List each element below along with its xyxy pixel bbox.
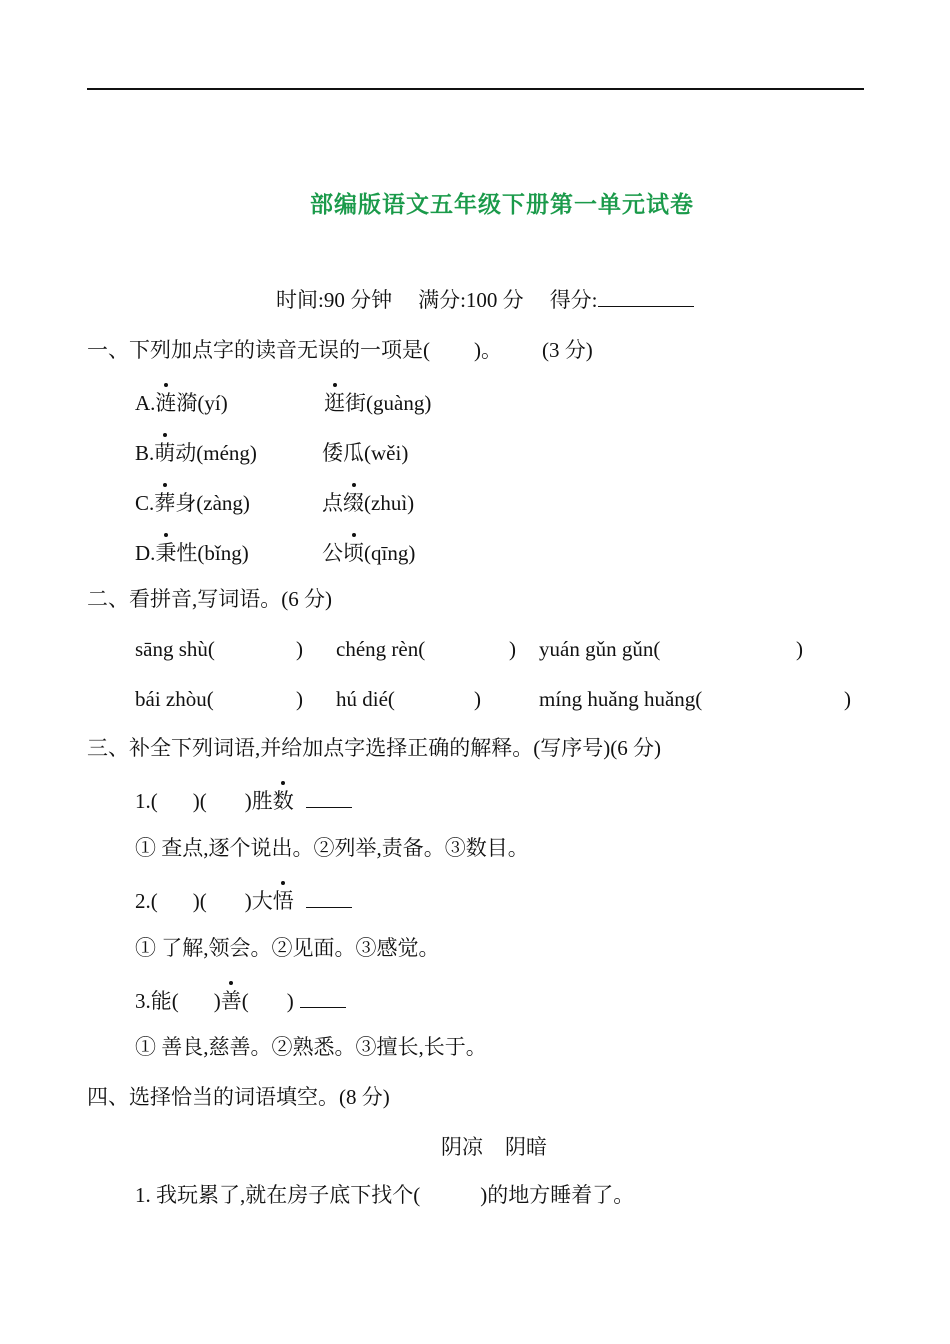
q3-explanation-3: ① 善良,慈善。②熟悉。③擅长,长于。 bbox=[135, 1035, 487, 1059]
page-title: 部编版语文五年级下册第一单元试卷 bbox=[310, 192, 694, 217]
q3-explanation-1: ① 查点,逐个说出。②列举,责备。③数目。 bbox=[135, 836, 529, 860]
q1-heading: 一、下列加点字的读音无误的一项是( )。 (3 分) bbox=[87, 338, 593, 362]
q2-close: ) bbox=[474, 687, 481, 711]
q3-explanation-2: ① 了解,领会。②见面。③感觉。 bbox=[135, 936, 440, 960]
q1-option-c[interactable]: C.葬身(zàng) bbox=[135, 491, 250, 515]
dotted-char: 涟 bbox=[155, 391, 177, 415]
dotted-char: 葬 bbox=[154, 491, 176, 515]
q1-option-b[interactable]: B.萌动(méng) bbox=[135, 441, 257, 465]
dotted-char: 缀 bbox=[343, 491, 364, 515]
q4-word-bank bbox=[441, 1134, 547, 1160]
dotted-char: 逛 bbox=[324, 391, 345, 415]
score-label: 得分: bbox=[549, 288, 598, 312]
q2-close: ) bbox=[844, 687, 851, 711]
score-blank[interactable] bbox=[598, 288, 694, 307]
q2-item[interactable]: yuán gǔn gǔn( bbox=[539, 637, 661, 661]
time-label: 时间:90 分钟 bbox=[276, 288, 393, 312]
q2-close: ) bbox=[296, 687, 303, 711]
q4-sentence-1: 1. 我玩累了,就在房子底下找个( )的地方睡着了。 bbox=[135, 1183, 635, 1207]
answer-blank[interactable] bbox=[306, 789, 352, 808]
q1-option-c-word2: 点缀(zhuì) bbox=[322, 491, 415, 515]
word-option: 阴凉 bbox=[441, 1135, 483, 1159]
q1-option-d-word2: 公顷(qīng) bbox=[322, 541, 416, 565]
exam-info bbox=[276, 287, 694, 313]
q2-item[interactable]: hú dié( bbox=[336, 687, 395, 711]
q1-option-a[interactable]: A.涟漪(yí) bbox=[135, 391, 228, 415]
q3-item-2[interactable]: 2.( )( )大悟 bbox=[135, 888, 352, 914]
q2-item[interactable]: sāng shù( bbox=[135, 637, 215, 661]
q1-option-b-word2: 倭瓜(wěi) bbox=[322, 441, 409, 465]
q2-close: ) bbox=[796, 637, 803, 661]
q2-close: ) bbox=[296, 637, 303, 661]
q2-close: ) bbox=[509, 637, 516, 661]
q1-points: (3 分) bbox=[542, 338, 593, 362]
q3-item-1[interactable]: 1.( )( )胜数 bbox=[135, 788, 352, 814]
q4-heading: 四、选择恰当的词语填空。(8 分) bbox=[87, 1085, 390, 1109]
q2-item[interactable]: bái zhòu( bbox=[135, 687, 214, 711]
dotted-char: 悟 bbox=[272, 889, 294, 913]
q2-item[interactable]: míng huǎng huǎng( bbox=[539, 687, 703, 711]
q1-option-d[interactable]: D.秉性(bǐng) bbox=[135, 541, 249, 565]
dotted-char: 善 bbox=[220, 989, 242, 1013]
word-option: 阴暗 bbox=[505, 1135, 547, 1159]
answer-blank[interactable] bbox=[306, 889, 352, 908]
q3-heading: 三、补全下列词语,并给加点字选择正确的解释。(写序号)(6 分) bbox=[87, 736, 661, 760]
q1-option-a-word2: 逛街(guàng) bbox=[324, 391, 432, 415]
dotted-char: 数 bbox=[272, 789, 294, 813]
dotted-char: 萌 bbox=[154, 441, 176, 465]
full-score-label: 满分:100 分 bbox=[418, 288, 524, 312]
q2-heading: 二、看拼音,写词语。(6 分) bbox=[87, 587, 332, 611]
q2-item[interactable]: chéng rèn( bbox=[336, 637, 426, 661]
dotted-char: 秉 bbox=[155, 541, 177, 565]
answer-blank[interactable] bbox=[300, 989, 346, 1008]
q3-item-3[interactable]: 3.能( )善( ) bbox=[135, 988, 346, 1014]
top-rule bbox=[87, 88, 864, 90]
dotted-char: 顷 bbox=[343, 541, 364, 565]
